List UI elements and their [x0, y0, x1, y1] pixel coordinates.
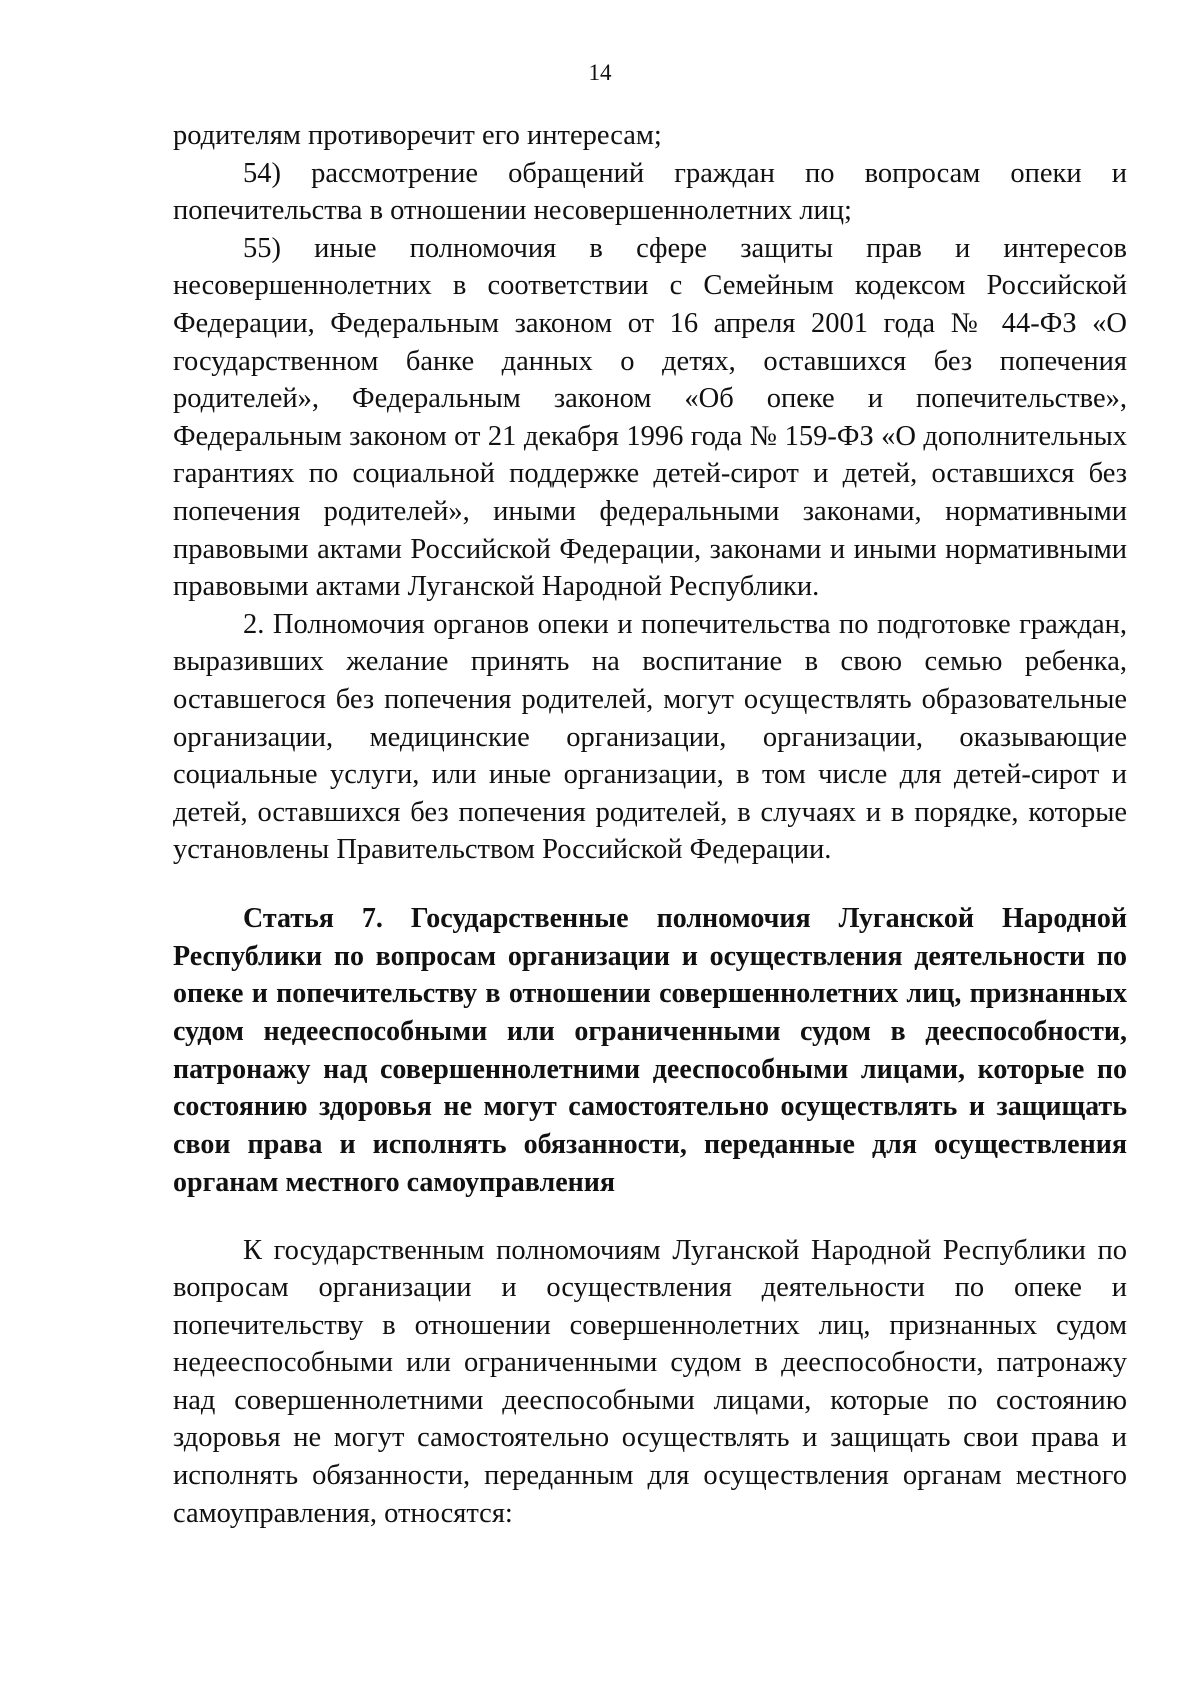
article-7-heading: Статья 7. Государственные полномочия Луганской Народной Республики по вопросам организации и осуществления деятельности по опеке и попечительству в отношении совершеннолетних лиц, признанных судом недееспособными или ограниченными судом в дееспособности, патронажу над совершеннолетними дееспособными лицами, которые по состоянию здоровья не могут самостоятельно осуществлять и защищать свои права и исполнять обязанности, переданные для осуществления органам местного самоуправления	[173, 902, 1127, 1198]
page-number: 14	[588, 60, 612, 85]
paragraph-item-55: 55) иные полномочия в сфере защиты прав и интересов несовершеннолетних в соответствии с Семейным кодексом Российской Федерации, Федеральным законом от 16 апреля 2001 года № 44-ФЗ «О государственном банке данных о детях, оставшихся без попечения родителей», Федеральным законом «Об опеке и попечительстве», Федеральным законом от 21 декабря 1996 года № 159-ФЗ «О дополнительных гарантиях по социальной поддержке детей-сирот и детей, оставшихся без попечения родителей», иными федеральными законами, нормативными правовыми актами Российской Федерации, законами и иными нормативными правовыми актами Луганской Народной Республики.	[173, 232, 1127, 603]
document-body	[173, 117, 1127, 1532]
paragraph-item-54: 54) рассмотрение обращений граждан по вопросам опеки и попечительства в отношении несовершеннолетних лиц;	[173, 157, 1127, 227]
paragraph-continuation: родителям противоречит его интересам;	[173, 120, 662, 151]
article-7-body: К государственным полномочиям Луганской Народной Республики по вопросам организации и осуществления деятельности по опеке и попечительству в отношении совершеннолетних лиц, признанных судом недееспособными или ограниченными судом в дееспособности, патронажу над совершеннолетними дееспособными лицами, которые по состоянию здоровья не могут самостоятельно осуществлять и защищать свои права и исполнять обязанности, переданным для осуществления органам местного самоуправления, относятся:	[173, 1234, 1127, 1529]
paragraph-item-2: 2. Полномочия органов опеки и попечительства по подготовке граждан, выразивших желание принять на воспитание в свою семью ребенка, оставшегося без попечения родителей, могут осуществлять образовательные организации, медицинские организации, организации, оказывающие социальные услуги, или иные организации, в том числе для детей-сирот и детей, оставшихся без попечения родителей, в случаях и в порядке, которые установлены Правительством Российской Федерации.	[173, 608, 1127, 866]
